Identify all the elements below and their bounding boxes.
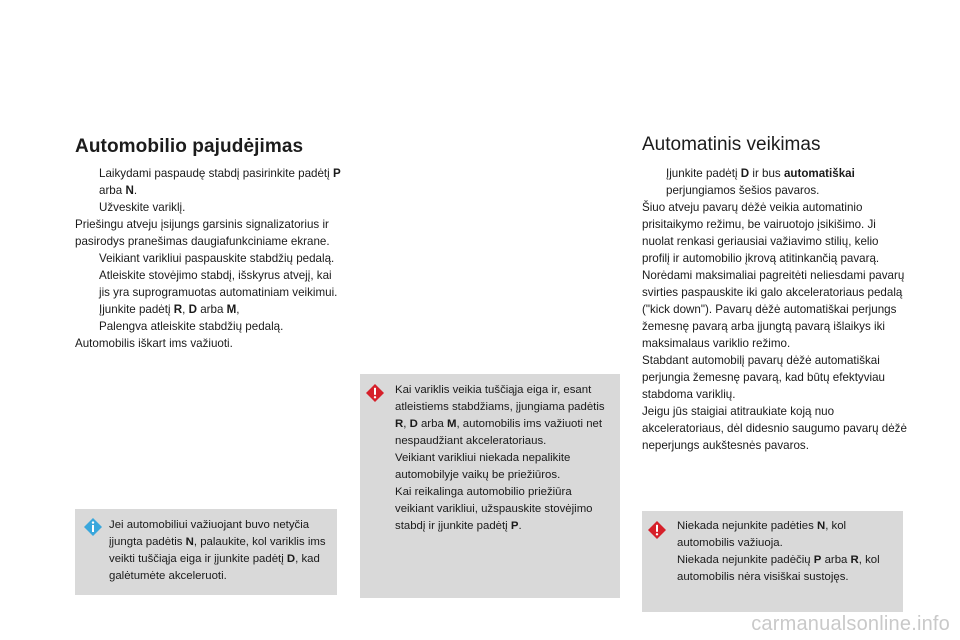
section-title-automatic-mode: Automatinis veikimas xyxy=(642,134,821,155)
warning-icon xyxy=(366,384,384,402)
paragraph: Jeigu jūs staigiai atitraukiate koją nuo akceleratoriaus, dėl didesnio saugumo pavarų dėžė neperjungs aukštesnės pavaros. xyxy=(642,405,907,452)
bullet-item: Užveskite variklį. xyxy=(99,201,186,214)
warning-text: Kai variklis veikia tuščiąja eiga ir, esant atleistiems stabdžiams, įjungiama padėtis R, D arba M, automobilis ims važiuoti net nespaudžiant akceleratoriaus. Veikiant varikliui niekada nepalikite automobilyje vaikų be priežiūros. Kai reikalinga automobilio priežiūra veikiant varikliui, užspauskite stovėjimo stabdį ir įjunkite padėtį P. xyxy=(395,384,605,532)
paragraph: Stabdant automobilį pavarų dėžė automatiškai perjungia žemesnę pavarą, kad būtų efektyviau stabdoma variklių. xyxy=(642,354,885,401)
warning-icon xyxy=(648,521,666,539)
warning-text: Niekada nejunkite padėties N, kol automobilis važiuoja. Niekada nejunkite padėčių P arba R, kol automobilis nėra visiškai sustojęs. xyxy=(677,520,880,583)
paragraph: Norėdami maksimaliai pagreitėti neliesdami pavarų svirties paspauskite iki galo akceleratoriaus pedalą ("kick down"). Pavarų dėžė automatiškai perjungs žemesnę pavarą arba įjungtą pavarą išlaikys iki maksimalaus variklio režimo. xyxy=(642,269,905,350)
bullet-item: Palengva atleiskite stabdžių pedalą. xyxy=(99,320,284,333)
paragraph: Šiuo atveju pavarų dėžė veikia automatinio prisitaikymo režimu, be vairuotojo įsikišimo. Ji nuolat renkasi geriausiai važiavimo stilių, kelio profilį ir automobilio įkrovą atitinkančią pavarą. xyxy=(642,201,880,265)
right-column xyxy=(642,134,908,454)
info-icon xyxy=(84,518,102,536)
section-title-driving-off: Automobilio pajudėjimas xyxy=(75,136,304,157)
warning-box xyxy=(642,511,903,612)
watermark: carmanualsonline.info xyxy=(751,613,950,635)
paragraph: Priešingu atveju įsijungs garsinis signalizatorius ir pasirodys pranešimas daugiafunkciniame ekrane. xyxy=(75,218,330,248)
left-column xyxy=(75,136,343,352)
bullet-item: Atleiskite stovėjimo stabdį, išskyrus atvejį, kai jis yra suprogramuotas automatiniam veikimui. xyxy=(99,269,338,299)
bullet-item: Įjunkite padėtį D ir bus automatiškai perjungiamos šešios pavaros. xyxy=(666,167,855,197)
bullet-item: Laikydami paspaudę stabdį pasirinkite padėtį P arba N. xyxy=(99,167,341,197)
bullet-item: Veikiant varikliui paspauskite stabdžių pedalą. xyxy=(99,252,335,265)
bullet-item: Įjunkite padėtį R, D arba M, xyxy=(99,303,240,316)
warning-box xyxy=(360,374,620,598)
info-text: Jei automobiliui važiuojant buvo netyčia įjungta padėtis N, palaukite, kol variklis ims veikti tuščiąja eiga ir įjunkite padėtį D, kad galėtumėte akceleruoti. xyxy=(109,519,326,582)
paragraph: Automobilis iškart ims važiuoti. xyxy=(75,337,233,350)
info-box xyxy=(75,509,337,595)
